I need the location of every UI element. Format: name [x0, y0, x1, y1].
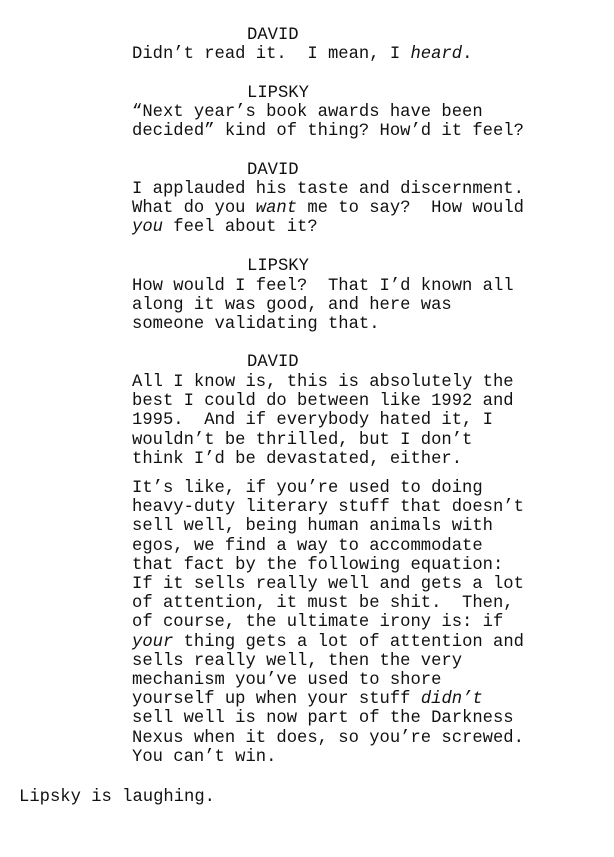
text-run: It’s like, if you’re used to doing — [132, 479, 483, 498]
text-run: feel about it? — [162, 218, 318, 238]
text-run: of attention, it must be shit. Then, — [132, 594, 514, 614]
character-name: DAVID — [247, 161, 299, 180]
dialogue-line — [132, 450, 514, 469]
text-run: sells really well, then the very — [132, 651, 463, 671]
text-run: decided” kind of thing? How’d it feel? — [132, 122, 524, 142]
dialogue-line — [132, 748, 524, 767]
character-name: LIPSKY — [247, 84, 309, 103]
character-name: DAVID — [247, 353, 299, 372]
dialogue-line — [132, 594, 524, 613]
dialogue-line — [132, 575, 524, 594]
text-run: me to say? How would — [297, 199, 524, 219]
dialogue-line — [132, 122, 524, 141]
character-name: LIPSKY — [247, 257, 309, 276]
dialogue-line — [132, 537, 524, 556]
text-run: heavy-duty literary stuff that doesn’t — [132, 498, 524, 518]
text-run: All I know is, this is absolutely the — [132, 373, 514, 392]
dialogue-line — [132, 633, 524, 652]
text-run: How would I feel? That I’d known all — [132, 277, 514, 296]
dialogue-line — [132, 709, 524, 728]
dialogue-line — [132, 729, 524, 748]
dialogue — [132, 479, 524, 767]
dialogue-line — [132, 45, 472, 64]
dialogue-line — [132, 479, 524, 498]
dialogue — [132, 373, 514, 469]
dialogue-line — [132, 671, 524, 690]
dialogue-line — [132, 517, 524, 536]
text-run: “Next year’s book awards have been — [132, 103, 483, 122]
dialogue-line — [132, 277, 514, 296]
text-run: wouldn’t be thrilled, but I don’t — [132, 430, 473, 450]
dialogue-line — [132, 315, 514, 334]
text-run: sell well is now part of the Darkness — [132, 709, 514, 729]
emphasis-text: didn’t — [420, 690, 483, 710]
dialogue-line — [132, 431, 514, 450]
text-run: best I could do between like 1992 and — [132, 392, 514, 412]
dialogue-line — [132, 373, 514, 392]
text-run: thing gets a lot of attention and — [173, 632, 524, 652]
dialogue-line — [132, 498, 524, 517]
text-run: that fact by the following equation: — [132, 555, 504, 575]
text-run: of course, the ultimate irony is: if — [132, 613, 504, 633]
text-run: What do you — [132, 199, 256, 219]
text-run: 1995. And if everybody hated it, I — [132, 411, 493, 431]
text-run: You can’t win. — [132, 747, 277, 767]
dialogue-line — [132, 199, 524, 218]
text-run: think I’d be devastated, either. — [132, 449, 463, 469]
text-run: . — [462, 45, 473, 64]
text-run: Didn’t read it. I mean, I — [132, 45, 411, 64]
character-name: DAVID — [247, 26, 299, 45]
dialogue-line — [132, 296, 514, 315]
dialogue-line — [132, 690, 524, 709]
dialogue-line — [132, 556, 524, 575]
dialogue-line — [132, 103, 524, 122]
text-run: egos, we find a way to accommodate — [132, 536, 483, 556]
dialogue-line — [132, 652, 524, 671]
text-run: Nexus when it does, so you’re screwed. — [132, 728, 524, 748]
dialogue — [132, 180, 524, 238]
text-run: mechanism you’ve used to shore — [132, 671, 442, 691]
dialogue-line — [132, 218, 524, 237]
action-line: Lipsky is laughing. — [19, 788, 215, 807]
emphasis-text: your — [132, 632, 174, 652]
dialogue-line — [132, 613, 524, 632]
text-run: along it was good, and here was — [132, 296, 452, 316]
emphasis-text: want — [255, 199, 298, 219]
text-run: I applauded his taste and discernment. — [132, 180, 524, 199]
emphasis-text: heard — [410, 45, 463, 64]
text-run: yourself up when your stuff — [132, 690, 421, 710]
text-run: someone validating that. — [132, 315, 380, 335]
dialogue — [132, 45, 472, 64]
dialogue-line — [132, 180, 524, 199]
dialogue-line — [132, 392, 514, 411]
dialogue — [132, 103, 524, 141]
dialogue-line — [132, 411, 514, 430]
emphasis-text: you — [132, 218, 163, 238]
dialogue — [132, 277, 514, 335]
text-run: sell well, being human animals with — [132, 517, 493, 537]
text-run: If it sells really well and gets a lot — [132, 575, 524, 595]
